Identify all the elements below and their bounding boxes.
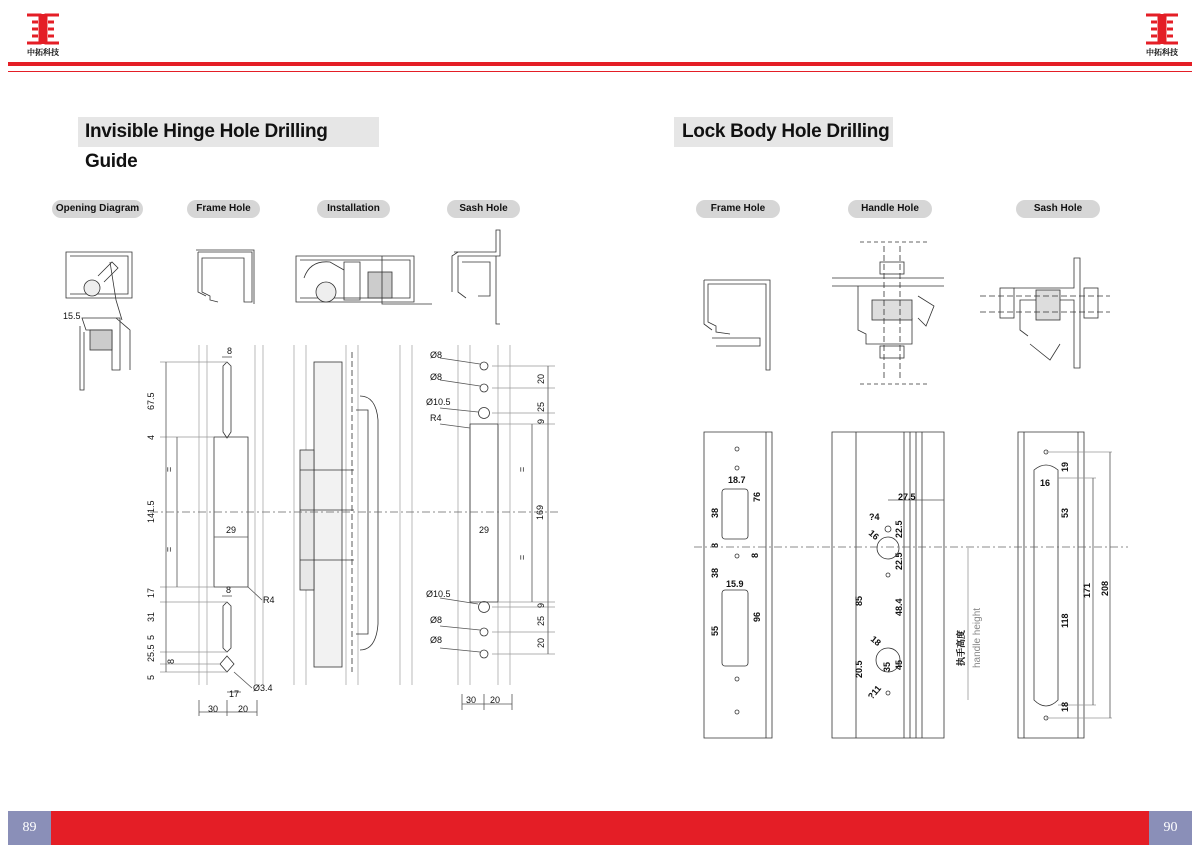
handle-dim-phi4: ?4 [869,512,880,522]
handle-hole-elevation [832,432,968,738]
pill-sash-hole: Sash Hole [447,200,520,218]
lockframe-dim-d38a: 38 [710,507,720,518]
locksash-dim-w16: 16 [1040,478,1051,488]
lockframe-dim-h96: 96 [752,611,762,622]
frame-dim-b20: 20 [238,704,249,714]
sash-dim-v169: 169 [535,504,545,520]
opening-diagram-drawing [66,252,132,390]
lockframe-dim-d8b: 8 [750,552,760,558]
sash-dim-phi105b: Ø10.5 [426,589,451,599]
sash-dim-v9b: 9 [536,602,546,608]
handle-dim-v205: 20.5 [854,660,864,678]
frame-dim-31: 31 [146,611,156,622]
left-section-title: Invisible Hinge Hole Drilling Guide [78,117,379,147]
lock-sash-hole-elevation [1018,432,1112,738]
sash-dim-eq2: = [517,554,527,560]
frame-dim-eq2: = [164,546,174,552]
frame-dim-17: 17 [146,587,156,598]
sash-dim-phi8c: Ø8 [430,615,443,625]
handle-height-cn: 执手高度 [956,629,966,666]
pill-lock-sash-hole: Sash Hole [1016,200,1100,218]
frame-dim-5b: 5 [146,674,156,680]
handle-dim-v225a: 22.5 [894,520,904,538]
frame-dim-4: 4 [146,434,156,440]
brand-logo-text: 中拓科技 [1146,48,1178,57]
handle-dim-phi11: ?11 [865,683,884,702]
locksash-dim-v171: 171 [1082,582,1092,598]
frame-dim-phi34: Ø3.4 [253,683,273,693]
lock-sash-hole-section [980,258,1110,368]
sash-dim-v25a: 25 [536,401,546,412]
sash-dim-v20b: 20 [536,637,546,648]
sash-dim-v20a: 20 [536,373,546,384]
locksash-dim-v118: 118 [1060,613,1070,628]
handle-dim-v225b: 22.5 [894,552,904,570]
opening-dim: 15.5 [63,311,81,321]
frame-hole-section [196,250,254,304]
sash-dim-phi8b: Ø8 [430,372,443,382]
frame-dim-w29: 29 [226,525,237,535]
frame-dim-w8b: 8 [226,585,232,595]
lockframe-dim-w159: 15.9 [726,579,744,589]
frame-dim-eq1: = [164,466,174,472]
pill-opening-diagram: Opening Diagram [52,200,143,218]
installation-elevation [294,345,412,685]
right-section-title: Lock Body Hole Drilling [674,117,893,147]
sash-dim-phi105a: Ø10.5 [426,397,451,407]
handle-height-en: handle height [972,607,983,668]
pill-lock-frame-hole: Frame Hole [696,200,780,218]
lockframe-dim-d55: 55 [710,625,720,636]
installation-section [296,256,432,304]
sash-dim-b30: 30 [466,695,477,705]
frame-dim-w8a: 8 [227,346,233,356]
frame-dim-r4: R4 [263,595,275,605]
handle-hole-section [832,242,944,384]
pill-handle-hole: Handle Hole [848,200,932,218]
page-number-left: 89 [8,811,51,845]
locksash-dim-v208: 208 [1100,580,1110,596]
sash-dim-phi8d: Ø8 [430,635,443,645]
sash-dim-r4: R4 [430,413,442,423]
handle-dim-phi16: 16 [866,527,881,542]
frame-dim-8s: 8 [166,658,176,664]
lock-frame-hole-section [704,280,770,370]
frame-dim-5a: 5 [146,634,156,640]
frame-dim-25: 25.5 [146,644,156,662]
locksash-dim-v53: 53 [1060,507,1070,518]
pill-installation: Installation [317,200,390,218]
sash-dim-w29: 29 [479,525,490,535]
sash-dim-eq1: = [517,466,527,472]
sash-dim-v25b: 25 [536,615,546,626]
lockframe-dim-d8a: 8 [710,542,720,548]
frame-dim-67: 67.5 [146,392,156,410]
sash-dim-phi8a: Ø8 [430,350,443,360]
lockframe-dim-d38b: 38 [710,567,720,578]
lockframe-dim-h76: 76 [752,491,762,502]
sash-dim-b20: 20 [490,695,501,705]
lockframe-dim-w187: 18.7 [728,475,746,485]
frame-dim-w17: 17 [229,689,240,699]
pill-frame-hole: Frame Hole [187,200,260,218]
sash-hole-elevation [440,345,555,710]
handle-dim-phi18: 18 [868,633,883,648]
sash-dim-v9a: 9 [536,418,546,424]
locksash-dim-v19: 19 [1060,461,1070,472]
frame-dim-b30: 30 [208,704,219,714]
handle-dim-v85: 85 [854,595,864,606]
footer-bar [8,811,1192,845]
sash-hole-section [452,230,500,324]
handle-dim-v45: 45 [894,659,904,670]
handle-dim-w275: 27.5 [898,492,916,502]
frame-dim-141: 141.5 [146,500,156,523]
handle-dim-v35: 35 [882,661,892,672]
brand-logo-text: 中拓科技 [27,48,59,57]
page-number-right: 90 [1149,811,1192,845]
locksash-dim-v18: 18 [1060,701,1070,712]
handle-dim-v484: 48.4 [894,598,904,616]
